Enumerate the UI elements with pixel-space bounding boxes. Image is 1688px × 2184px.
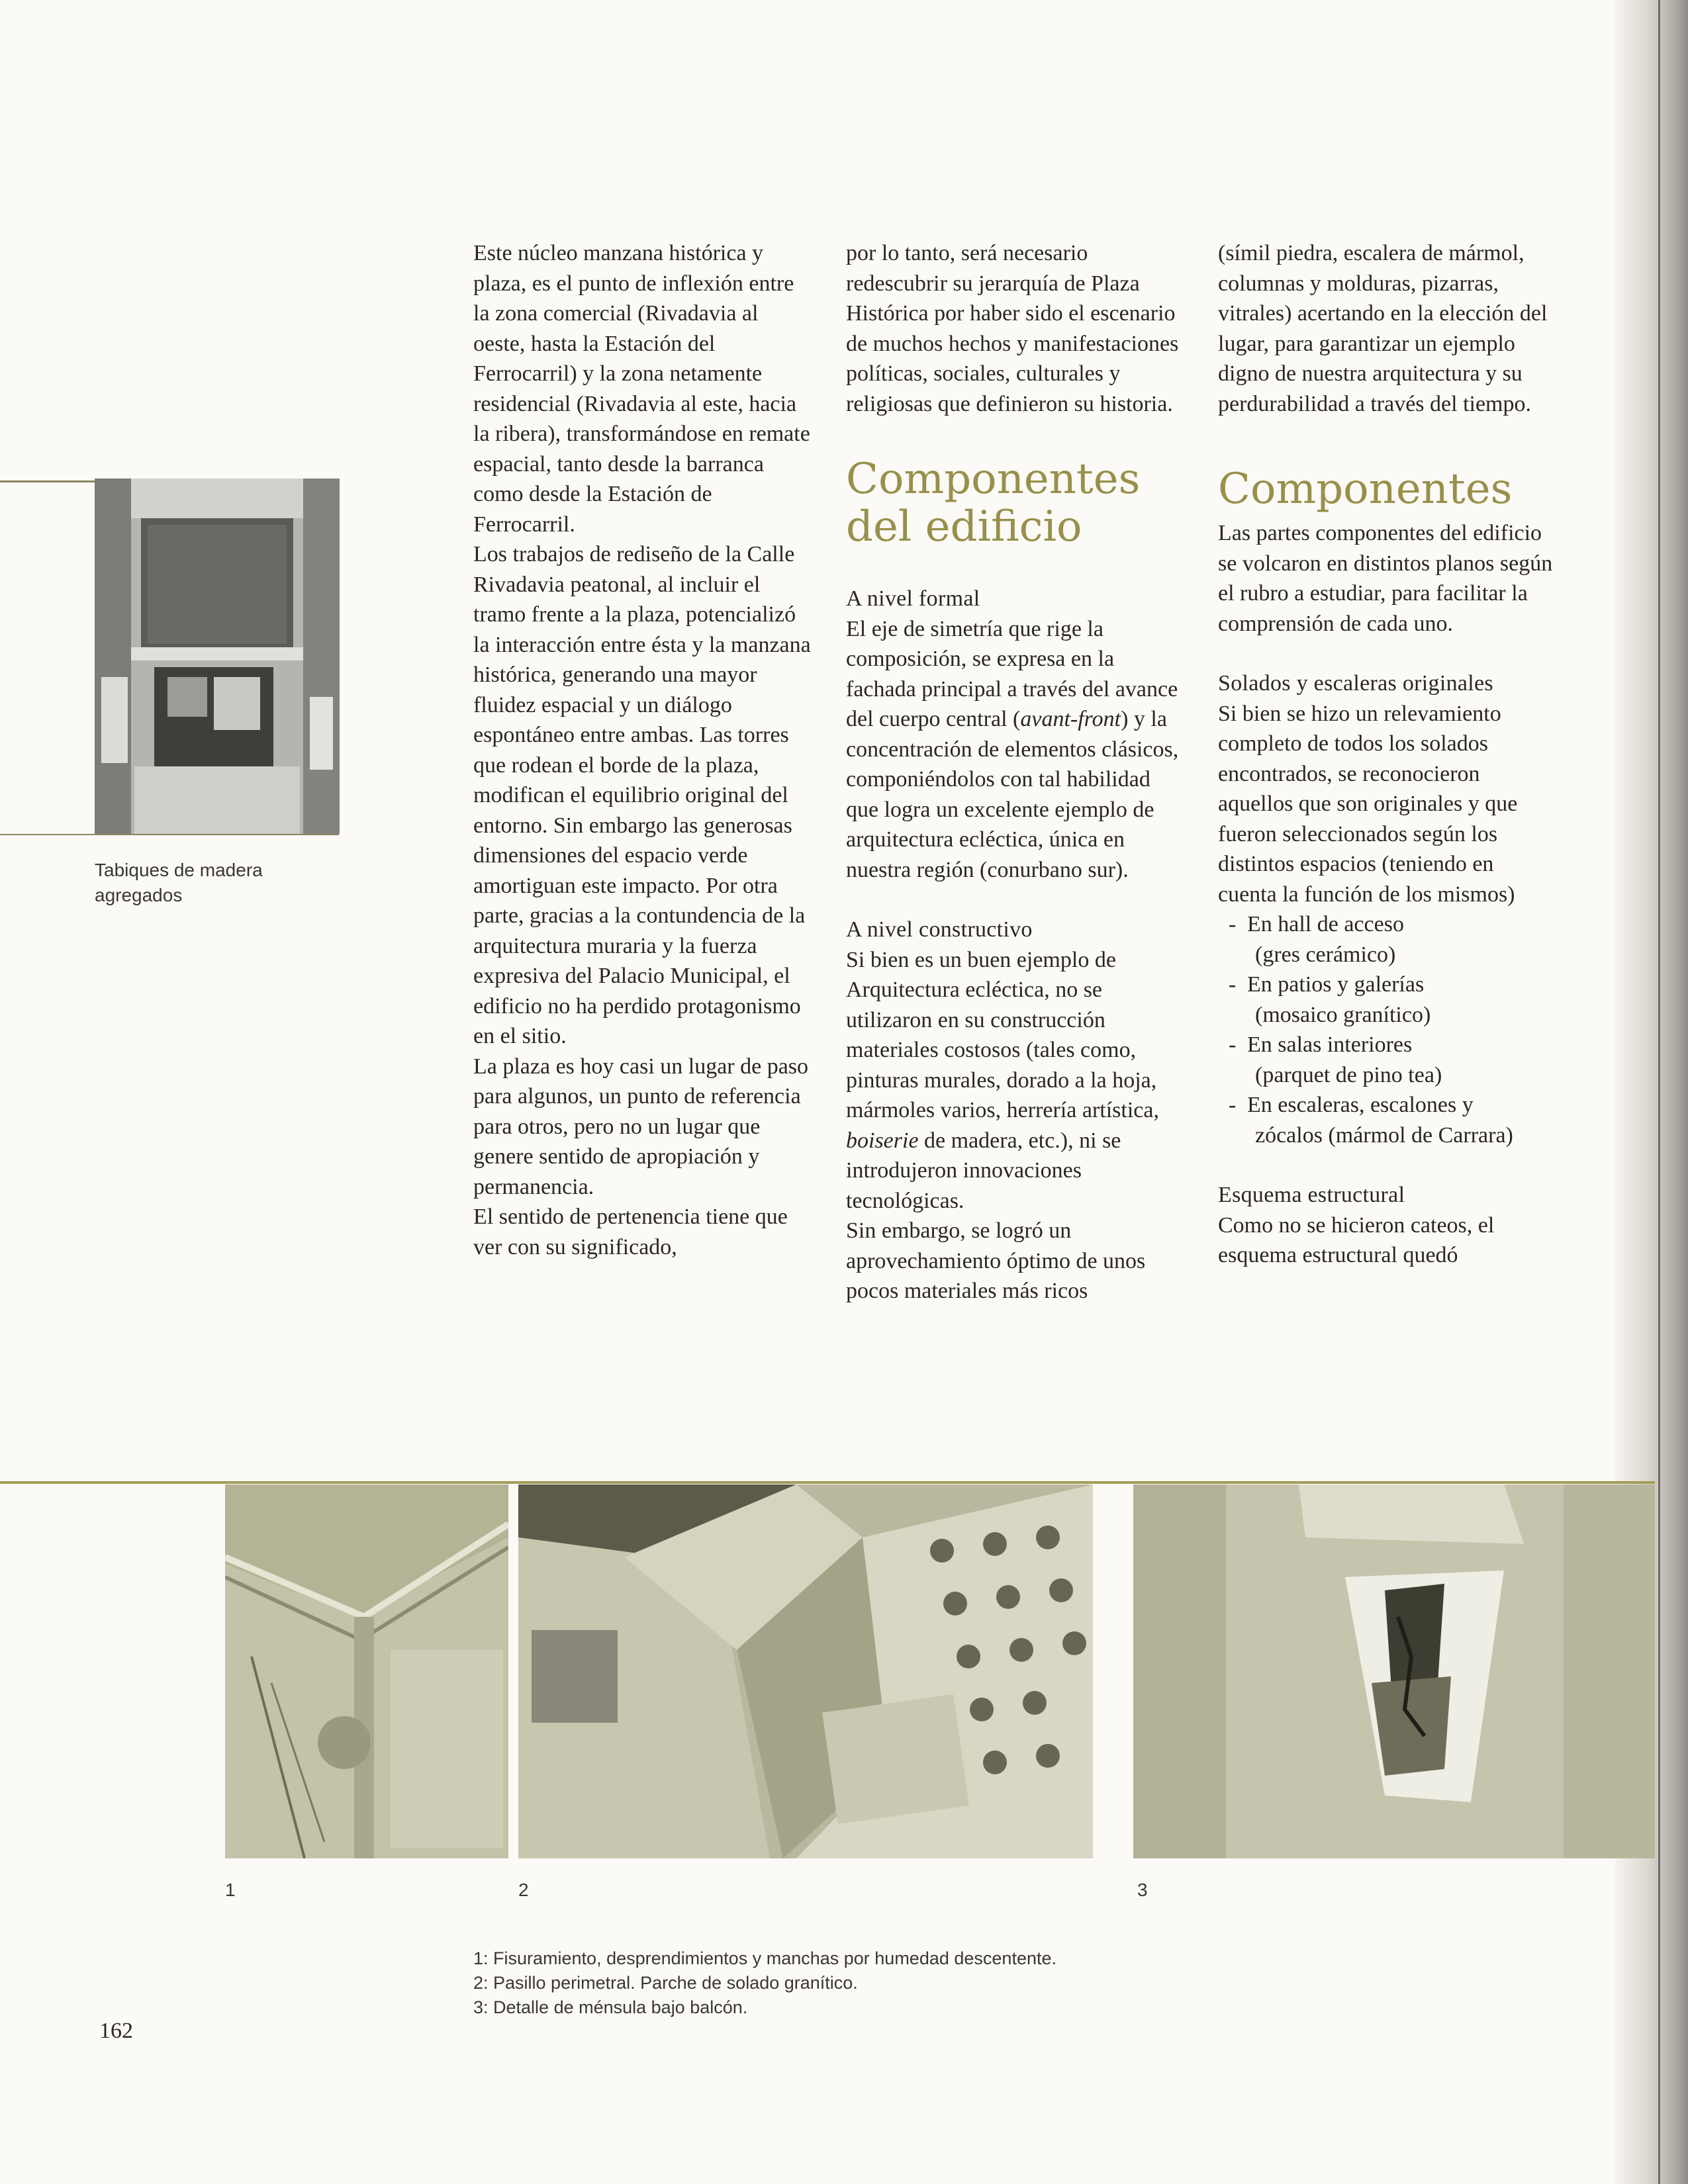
- side-figure-caption: Tabiques de madera agregados: [95, 860, 263, 905]
- paragraph: (símil piedra, escalera de mármol, columnas y molduras, pizarras, vitrales) acertando en la elección del lugar, para garantizar un ejemplo digno de nuestra arquitectura y su perdurabilidad a través del tiempo.: [1218, 241, 1548, 416]
- gutter-line: [1658, 0, 1660, 2184]
- italic-term: boiserie: [846, 1128, 919, 1153]
- photo-1-cracked-wall: [225, 1484, 508, 1858]
- paragraph: Si bien se hizo un relevamiento completo de todos los solados encontrados, se reconocieron aquellos que son originales y que fueron seleccionados según los distintos espacios (teniendo en cuenta la función de los mismos): [1218, 701, 1518, 907]
- paragraph: La plaza es hoy casi un lugar de paso para algunos, un punto de referencia para otros, pero no un lugar que genere sentido de apropiación y permanencia.: [473, 1054, 809, 1199]
- paragraph: El sentido de pertenencia tiene que ver con su significado,: [473, 1205, 788, 1259]
- list-item-label: En patios y galerías: [1247, 972, 1425, 997]
- subheading: Solados y escaleras originales: [1218, 671, 1493, 696]
- paragraph: por lo tanto, será necesario redescubrir su jerarquía de Plaza Histórica por haber sido el escenario de muchos hechos y manifestaciones políticas, sociales, culturales y religiosas que definieron su historia.: [846, 241, 1179, 416]
- photo-caption-2: 2: Pasillo perimetral. Parche de solado granítico.: [473, 1973, 858, 1993]
- list-item-label: En salas interiores: [1247, 1032, 1413, 1057]
- paragraph: Como no se hicieron cateos, el esquema estructural quedó: [1218, 1212, 1495, 1267]
- text-run: ) y la concentración de elementos clásicos, componiéndolos con tal habilidad que logra un excelente ejemplo de arquitectura ecléctica, única en nuestra región (conurbano sur).: [846, 707, 1179, 882]
- list-item-detail: (parquet de pino tea): [1255, 1062, 1442, 1087]
- photo-band-rule: [0, 1481, 1655, 1484]
- side-figure-rule: [0, 480, 95, 482]
- list-item: - En escaleras, escalones y zócalos (mármol de Carrara): [1218, 1090, 1556, 1150]
- list-item-detail: (mosaico granítico): [1255, 1002, 1431, 1027]
- list-item-detail: zócalos (mármol de Carrara): [1255, 1122, 1513, 1148]
- text-column-1: [473, 238, 811, 1262]
- text-run: de madera, etc.), ni se introdujeron innovaciones tecnológicas.: [846, 1128, 1121, 1213]
- paragraph: [846, 614, 1184, 886]
- list-item: - En hall de acceso (gres cerámico): [1218, 909, 1556, 970]
- subheading: A nivel constructivo: [846, 917, 1033, 942]
- section-heading: Componentes del edificio: [846, 455, 1141, 551]
- text-column-2: [846, 238, 1184, 1306]
- section-heading: Componentes: [1218, 465, 1513, 514]
- solados-list: [1218, 909, 1556, 1150]
- side-figure-bottom-rule: [0, 834, 339, 835]
- paragraph: Sin embargo, se logró un aprovechamiento óptimo de unos pocos materiales más ricos: [846, 1218, 1146, 1303]
- subheading: A nivel formal: [846, 586, 980, 611]
- paragraph: Las partes componentes del edificio se volcaron en distintos planos según el rubro a estudiar, para facilitar la comprensión de cada uno.: [1218, 521, 1553, 636]
- list-item-label: En escaleras, escalones y: [1247, 1093, 1474, 1117]
- paragraph: [846, 945, 1184, 1216]
- photo-captions: [473, 1946, 1268, 2020]
- side-photo-wooden-partitions: [95, 478, 340, 834]
- paragraph: Los trabajos de rediseño de la Calle Rivadavia peatonal, al incluir el tramo frente a la plaza, potencializó la interacción entre ésta y la manzana histórica, generando una mayor fluidez espacial y un diálogo espontáneo entre ambas. Las torres que rodean el borde de la plaza, modifican el equilibrio original del entorno. Sin embargo las generosas dimensiones del espacio verde amortiguan este impacto. Por otra parte, gracias a la contundencia de la arquitectura muraria y la fuerza expresiva del Palacio Municipal, el edificio no ha perdido protagonismo en el sitio.: [473, 542, 811, 1048]
- italic-term: avant-front: [1020, 707, 1121, 731]
- subheading: Esquema estructural: [1218, 1183, 1405, 1207]
- photo-number-3: 3: [1137, 1880, 1148, 1900]
- text-run: Si bien es un buen ejemplo de Arquitectura ecléctica, no se utilizaron en su construcción materiales costosos (tales como, pinturas murales, dorado a la hoja, mármoles varios, herrería artística,: [846, 947, 1159, 1122]
- text-run: El eje de simetría que rige la composición, se expresa en la fachada principal a través del avance del cuerpo central (: [846, 616, 1178, 731]
- list-item-detail: (gres cerámico): [1255, 942, 1396, 967]
- photo-3-bracket-detail: [1133, 1484, 1655, 1858]
- photo-caption-1: 1: Fisuramiento, desprendimientos y manchas por humedad descentente.: [473, 1948, 1056, 1968]
- list-item-label: En hall de acceso: [1247, 912, 1404, 936]
- page-number: 162: [99, 2019, 133, 2043]
- photo-number-1: 1: [225, 1880, 236, 1900]
- list-item: - En patios y galerías (mosaico granítico): [1218, 970, 1556, 1030]
- photo-caption-3: 3: Detalle de ménsula bajo balcón.: [473, 1997, 748, 2017]
- photo-2-granite-floor: [518, 1484, 1093, 1858]
- text-column-3: [1218, 238, 1556, 1271]
- list-item: - En salas interiores (parquet de pino tea): [1218, 1030, 1556, 1090]
- photo-number-2: 2: [518, 1880, 529, 1900]
- paragraph: Este núcleo manzana histórica y plaza, es el punto de inflexión entre la zona comercial (Rivadavia al oeste, hasta la Estación del Ferrocarril) y la zona netamente residencial (Rivadavia al este, hacia la ribera), transformándose en remate espacial, tanto desde la barranca como desde la Estación de Ferrocarril.: [473, 241, 810, 537]
